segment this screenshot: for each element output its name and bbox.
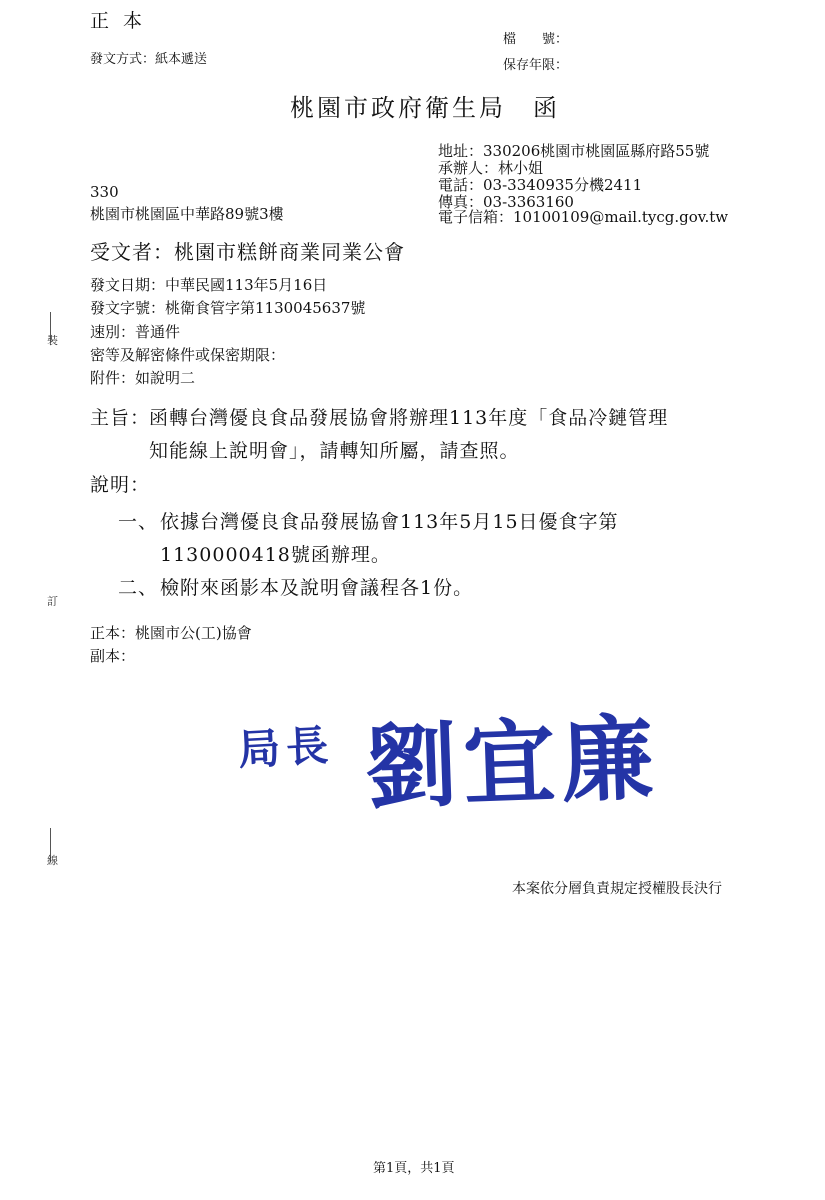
delivery-speed: 速別：普通件 [90, 323, 181, 341]
sender-contact: 承辦人：林小姐 [438, 159, 544, 177]
issue-date: 發文日期：中華民國113年5月16日 [90, 276, 328, 294]
explanation-label: 說明： [90, 474, 151, 496]
send-method: 發文方式：紙本遞送 [90, 52, 208, 67]
document-title: 桃園市政府衛生局 函 [290, 94, 560, 122]
explanation-item-1-marker: 一、 [118, 511, 159, 533]
page-number: 第1頁，共1頁 [373, 1161, 455, 1176]
sender-fax: 傳真：03-3363160 [438, 193, 574, 211]
sender-phone: 電話：03-3340935分機2411 [438, 176, 643, 194]
copy-type-label: 正 本 [90, 10, 147, 32]
delegation-note: 本案依分層負責規定授權股長決行 [512, 881, 722, 897]
attachment: 附件：如說明二 [90, 369, 196, 387]
recipient-postal-code: 330 [90, 183, 119, 201]
subject-line-1: 函轉台灣優良食品發展協會將辦理113年度「食品冷鏈管理 [149, 407, 669, 429]
subject-label: 主旨： [90, 407, 151, 429]
explanation-item-1-line-1: 依據台灣優良食品發展協會113年5月15日優食字第 [160, 511, 619, 533]
secrecy-level: 密等及解密條件或保密期限： [90, 346, 286, 364]
subject-line-2: 知能線上說明會」，請轉知所屬，請查照。 [149, 440, 520, 462]
recipient: 受文者：桃園市糕餅商業同業公會 [90, 240, 405, 264]
explanation-item-2-marker: 二、 [118, 577, 159, 599]
explanation-item-1-line-2: 1130000418號函辦理。 [160, 544, 391, 566]
distribution-original: 正本：桃園市公(工)協會 [90, 624, 252, 642]
binding-mark-middle: 訂 [47, 595, 58, 608]
file-number-label: 檔 號： [503, 32, 569, 47]
binding-mark-bottom: 線 [47, 854, 58, 867]
sender-email: 電子信箱：10100109@mail.tycg.gov.tw [438, 208, 729, 226]
distribution-copy: 副本： [90, 647, 136, 665]
document-number: 發文字號：桃衛食管字第1130045637號 [90, 299, 366, 317]
director-title-seal: 局長 [236, 720, 336, 775]
recipient-street-address: 桃園市桃園區中華路89號3樓 [90, 205, 284, 223]
retention-period-label: 保存年限： [503, 58, 569, 73]
director-signature: 劉宜廉 [363, 703, 662, 823]
explanation-item-2-line-1: 檢附來函影本及說明會議程各1份。 [160, 577, 474, 599]
sender-address: 地址：330206桃園市桃園區縣府路55號 [438, 142, 710, 160]
binding-mark-top: 裝 [47, 334, 58, 347]
